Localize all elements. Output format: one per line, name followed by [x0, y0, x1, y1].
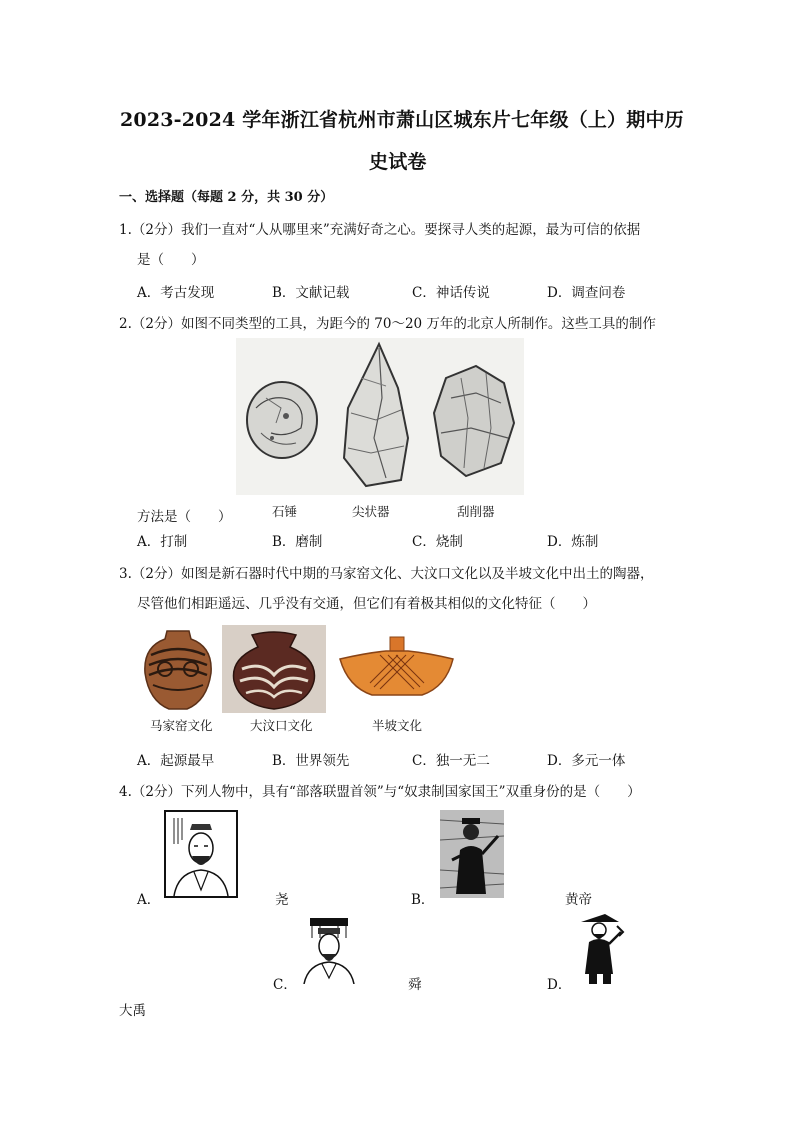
- banpo-pottery-image: [336, 633, 457, 703]
- stone-tools-image: [236, 338, 524, 495]
- option-b[interactable]: B．文献记载: [272, 285, 350, 301]
- question-text-cont: 尽管他们相距遥远、几乎没有交通，但它们有着极其相似的文化特征（ ）: [137, 596, 596, 612]
- caption-majiayao: 马家窑文化: [150, 718, 213, 733]
- option-b-name: 黄帝: [565, 892, 592, 908]
- stone-hammer-drawing: [247, 382, 317, 458]
- option-c[interactable]: C．独一无二: [412, 753, 490, 769]
- caption-pointed-tool: 尖状器: [352, 504, 390, 519]
- option-a[interactable]: A．起源最早: [137, 753, 215, 769]
- option-c[interactable]: C．烧制: [412, 534, 463, 550]
- portrait-dayu-image: [575, 910, 625, 986]
- option-d[interactable]: D．多元一体: [547, 753, 626, 769]
- dawenkou-pottery-image: [222, 625, 326, 713]
- option-c[interactable]: C．神话传说: [412, 285, 490, 301]
- page-title: 2023-2024 学年浙江省杭州市萧山区城东片七年级（上）期中历: [120, 109, 684, 131]
- scraper-drawing: [434, 366, 514, 476]
- caption-banpo: 半坡文化: [372, 718, 423, 733]
- option-d[interactable]: D．炼制: [547, 534, 599, 550]
- portrait-shun-image: [300, 912, 358, 984]
- option-a[interactable]: A．考古发现: [137, 285, 215, 301]
- option-a[interactable]: A．: [137, 892, 161, 908]
- portrait-huangdi-image: [440, 810, 504, 898]
- option-d[interactable]: D．调查问卷: [547, 285, 626, 301]
- option-b[interactable]: B．磨制: [272, 534, 323, 550]
- caption-dawenkou: 大汶口文化: [250, 718, 313, 733]
- option-a-name: 尧: [275, 892, 289, 908]
- option-d-name: 大禹: [119, 1003, 146, 1019]
- portrait-yao-image: [164, 810, 238, 898]
- question-text: 3.（2分）如图是新石器时代中期的马家窑文化、大汶口文化以及半坡文化中出土的陶器，: [119, 566, 654, 582]
- section-heading: 一、选择题（每题 2 分，共 30 分）: [119, 190, 334, 205]
- option-c-name: 舜: [408, 977, 422, 993]
- question-text: 4.（2分）下列人物中，具有“部落联盟首领”与“奴隶制国家国王”双重身份的是（ ）: [119, 784, 641, 800]
- option-d[interactable]: D．: [547, 977, 572, 993]
- option-a[interactable]: A．打制: [137, 534, 188, 550]
- page-title-line2: 史试卷: [369, 151, 427, 173]
- question-text: 2.（2分）如图不同类型的工具，为距今的 70～20 万年的北京人所制作。这些工具的制作: [119, 316, 656, 332]
- caption-scraper: 刮削器: [457, 504, 495, 519]
- question-text-cont: 是（ ）: [137, 252, 205, 268]
- question-text: 1.（2分）我们一直对“人从哪里来”充满好奇之心。要探寻人类的起源，最为可信的依据: [119, 222, 641, 238]
- option-b[interactable]: B．世界领先: [272, 753, 350, 769]
- question-text-cont: 方法是（ ）: [137, 509, 232, 525]
- caption-stone-hammer: 石锤: [272, 504, 298, 519]
- majiayao-pottery-image: [137, 625, 219, 713]
- option-c[interactable]: C．: [273, 977, 297, 993]
- option-b[interactable]: B．: [411, 892, 435, 908]
